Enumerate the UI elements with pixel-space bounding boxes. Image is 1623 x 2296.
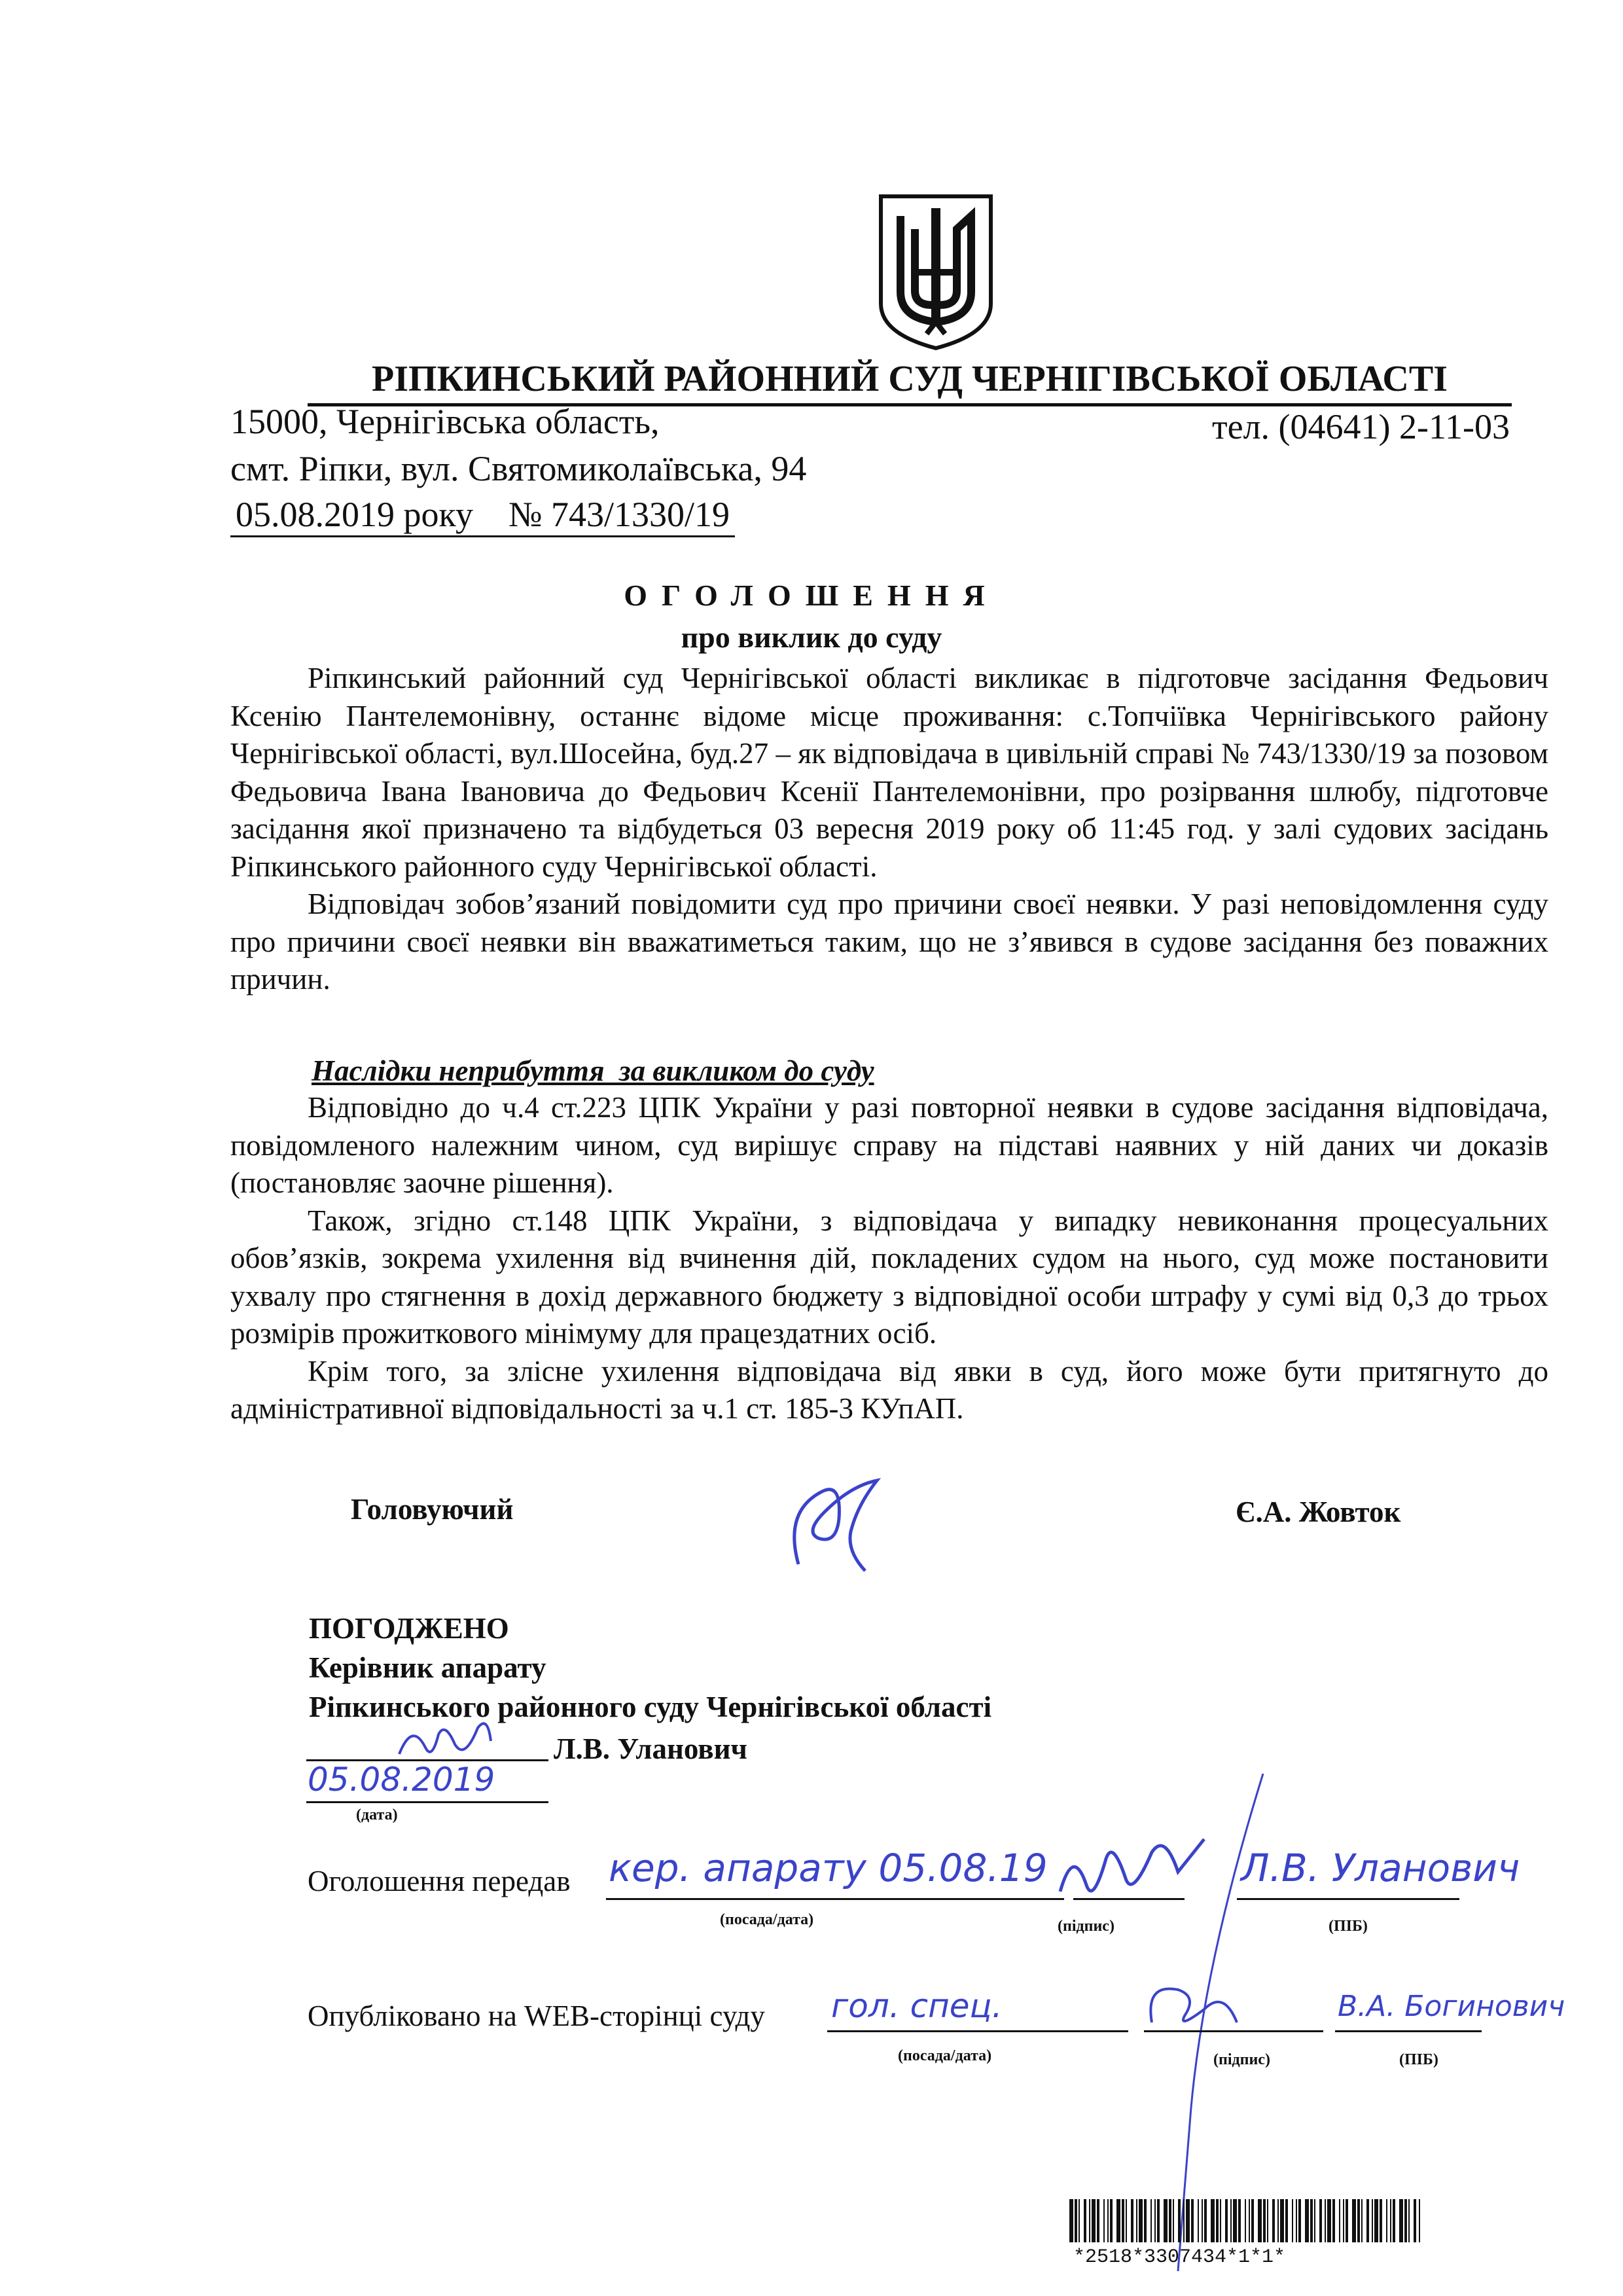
barcode-bar: [1408, 2199, 1410, 2242]
barcode-bar: [1267, 2199, 1268, 2242]
notice-title: ОГОЛОШЕННЯ: [624, 579, 999, 612]
approval-heading: ПОГОДЖЕНО: [309, 1612, 509, 1645]
barcode-bar: [1380, 2199, 1382, 2242]
barcode-bar: [1414, 2199, 1416, 2242]
barcode-bar: [1263, 2199, 1266, 2242]
date-caption: (дата): [356, 1806, 398, 1823]
transfer-label: Оголошення передав: [308, 1865, 571, 1897]
barcode-bar: [1374, 2199, 1378, 2242]
barcode-bar: [1251, 2199, 1254, 2242]
published-label: Опубліковано на WEB-сторінці суду: [308, 2000, 765, 2032]
barcode-bar: [1393, 2199, 1395, 2242]
barcode-bar: [1233, 2199, 1237, 2242]
barcode-bar: [1169, 2199, 1171, 2242]
approval-handwritten-date: 05.08.2019: [308, 1761, 495, 1799]
barcode-bar: [1325, 2199, 1326, 2242]
barcode-bar: [1157, 2199, 1160, 2242]
barcode-bar: [1173, 2199, 1174, 2242]
transfer-position-caption: (посада/дата): [720, 1911, 814, 1928]
barcode-text: *2518*3307434*1*1*: [1073, 2246, 1286, 2269]
approver-position-line-2: Ріпкинського районного суду Чернігівської області: [309, 1691, 992, 1723]
barcode-bar: [1139, 2199, 1143, 2242]
barcode-bar: [1310, 2199, 1313, 2242]
court-phone: тел. (04641) 2-11-03: [1212, 407, 1510, 446]
approver-signature: [393, 1715, 497, 1767]
published-signature-caption: (підпис): [1213, 2051, 1270, 2068]
barcode-bar: [1186, 2199, 1190, 2242]
barcode-bar: [1216, 2199, 1219, 2242]
barcode-bar: [1191, 2199, 1194, 2242]
barcode-bar: [1285, 2199, 1288, 2242]
barcode-bar: [1386, 2199, 1387, 2242]
barcode-bar: [1084, 2199, 1086, 2242]
barcode-bar: [1089, 2199, 1090, 2242]
barcode-bar: [1339, 2199, 1340, 2242]
barcode-bar: [1230, 2199, 1232, 2242]
barcode-bar: [1110, 2199, 1113, 2242]
address-line-1: 15000, Чернігівська область,: [230, 402, 660, 441]
barcode-bar: [1372, 2199, 1373, 2242]
barcode-bar: [1352, 2199, 1356, 2242]
barcode-bar: [1069, 2199, 1073, 2242]
barcode-bar: [1150, 2199, 1152, 2242]
transfer-name-caption: (ПІБ): [1329, 1918, 1368, 1935]
barcode-bar: [1198, 2199, 1199, 2242]
notice-body: [230, 660, 1548, 999]
barcode-bar: [1390, 2199, 1391, 2242]
published-signature: [1139, 1977, 1270, 2036]
approver-name: Л.В. Уланович: [554, 1732, 747, 1765]
barcode-bar: [1079, 2199, 1080, 2242]
barcode-bar: [1404, 2199, 1407, 2242]
barcode-bar: [1366, 2199, 1369, 2242]
consequence-paragraph: Крім того, за злісне ухилення відповідача від явки в суд, його може бути притягнуто до адміністративної відповідальності за ч.1 ст. 185-3 КУпАП.: [230, 1354, 1548, 1425]
barcode-bar: [1225, 2199, 1228, 2242]
barcode-bar: [1183, 2199, 1185, 2242]
barcode-bar: [1249, 2199, 1250, 2242]
barcode-bar: [1097, 2199, 1099, 2242]
barcode-bar: [1131, 2199, 1133, 2242]
barcode-bar: [1419, 2199, 1420, 2242]
consequences-heading: Наслідки неприбуття за викликом до суду: [312, 1054, 874, 1087]
barcode-bar: [1319, 2199, 1322, 2242]
transfer-signature-caption: (підпис): [1058, 1918, 1115, 1935]
presiding-judge-label: Головуючий: [351, 1493, 514, 1526]
transfer-handwritten-name: Л.В. Уланович: [1241, 1846, 1520, 1890]
transfer-handwritten-position-date: кер. апарату 05.08.19: [609, 1846, 1048, 1890]
approver-position-line-1: Керівник апарату: [309, 1651, 546, 1684]
published-handwritten-position: гол. спец.: [831, 1987, 1003, 2025]
barcode-bar: [1314, 2199, 1315, 2242]
address-line-2: смт. Ріпки, вул. Святомиколаївська, 94: [230, 449, 807, 488]
judge-signature: [779, 1466, 910, 1577]
barcode-bar: [1164, 2199, 1168, 2242]
barcode-bar: [1204, 2199, 1207, 2242]
barcode-bar: [1154, 2199, 1156, 2242]
barcode-bar: [1178, 2199, 1181, 2242]
coat-of-arms-emblem: [877, 194, 995, 351]
barcode-bar: [1332, 2199, 1335, 2242]
barcode-bar: [1144, 2199, 1147, 2242]
published-handwritten-name: В.А. Богинович: [1338, 1990, 1565, 2023]
barcode-bar: [1126, 2199, 1127, 2242]
consequence-paragraph: Відповідно до ч.4 ст.223 ЦПК України у разі повторної неявки в судове засідання відповідача, повідомленого належним чином, суд вирішує справу на підставі наявних у ній даних чи доказів (постановляє заочне рішення).: [230, 1091, 1548, 1199]
court-name-heading: РІПКИНСЬКИЙ РАЙОННИЙ СУД ЧЕРНІГІВСЬКОЇ ОБЛАСТІ: [308, 359, 1512, 406]
barcode-bar: [1296, 2199, 1297, 2242]
consequence-paragraph: Також, згідно ст.148 ЦПК України, з відповідача у випадку невиконання процесуальних обов’язків, зокрема ухилення від вчинення дій, покладених судом на нього, суд може постановити ухвалу про стягнення в дохід державного бюджету з відповідної особи штрафу у сумі від 0,3 до трьох розмірів прожиткового мінімуму для працездатних осіб.: [230, 1204, 1548, 1350]
barcode-bar: [1103, 2199, 1105, 2242]
published-name-caption: (ПІБ): [1399, 2051, 1438, 2068]
barcode-bar: [1258, 2199, 1262, 2242]
barcode-bar: [1361, 2199, 1363, 2242]
barcode-bar: [1343, 2199, 1344, 2242]
barcode-bar: [1220, 2199, 1221, 2242]
barcode-bar: [1298, 2199, 1301, 2242]
barcode-bar: [1202, 2199, 1203, 2242]
barcode-bar: [1357, 2199, 1360, 2242]
barcode-bar: [1305, 2199, 1309, 2242]
barcode-bar: [1136, 2199, 1137, 2242]
obligation-paragraph: Відповідач зобов’язаний повідомити суд про причини своєї неявки. У разі неповідомлення суду про причини своєї неявки він вважатиметься таким, що не з’явився в судове засідання без поважних причин.: [230, 888, 1548, 996]
notice-subtitle: про виклик до суду: [681, 620, 942, 654]
barcode-bar: [1399, 2199, 1403, 2242]
barcode-bar: [1122, 2199, 1124, 2242]
barcode-bar: [1245, 2199, 1246, 2242]
barcode-bar: [1238, 2199, 1241, 2242]
barcode-bar: [1292, 2199, 1293, 2242]
barcode-bar: [1116, 2199, 1120, 2242]
barcode-bar: [1277, 2199, 1279, 2242]
barcode-bar: [1280, 2199, 1284, 2242]
barcode-bar: [1107, 2199, 1109, 2242]
date-and-case-number: 05.08.2019 року № 743/1330/19: [230, 493, 735, 537]
barcode-bar: [1075, 2199, 1077, 2242]
barcode-bar: [1346, 2199, 1348, 2242]
barcode-bar: [1272, 2199, 1275, 2242]
barcode-bar: [1211, 2199, 1215, 2242]
judge-name: Є.А. Жовток: [1236, 1496, 1401, 1528]
barcode-bar: [1327, 2199, 1331, 2242]
consequences-body: [230, 1089, 1548, 1428]
barcode-bar: [1092, 2199, 1096, 2242]
published-position-caption: (посада/дата): [898, 2047, 992, 2064]
document-barcode: [1069, 2199, 1423, 2242]
summons-paragraph: Ріпкинський районний суд Чернігівської області викликає в підготовче засідання Федьович Ксенію Пантелемонівну, останнє відоме місце проживання: с.Топчіївка Чернігівського району Чернігівської області, вул.Шосейна, буд.27 – як відповідача в цивільній справі № 743/1330/19 за позовом Федьовича Івана Івановича до Федьович Ксенії Пантелемонівни, про розірвання шлюбу, підготовче засідання якої призначено та відбудеться 03 вересня 2019 року об 11:45 год. у залі судових засідань Ріпкинського районного суду Чернігівської області.: [230, 662, 1548, 883]
